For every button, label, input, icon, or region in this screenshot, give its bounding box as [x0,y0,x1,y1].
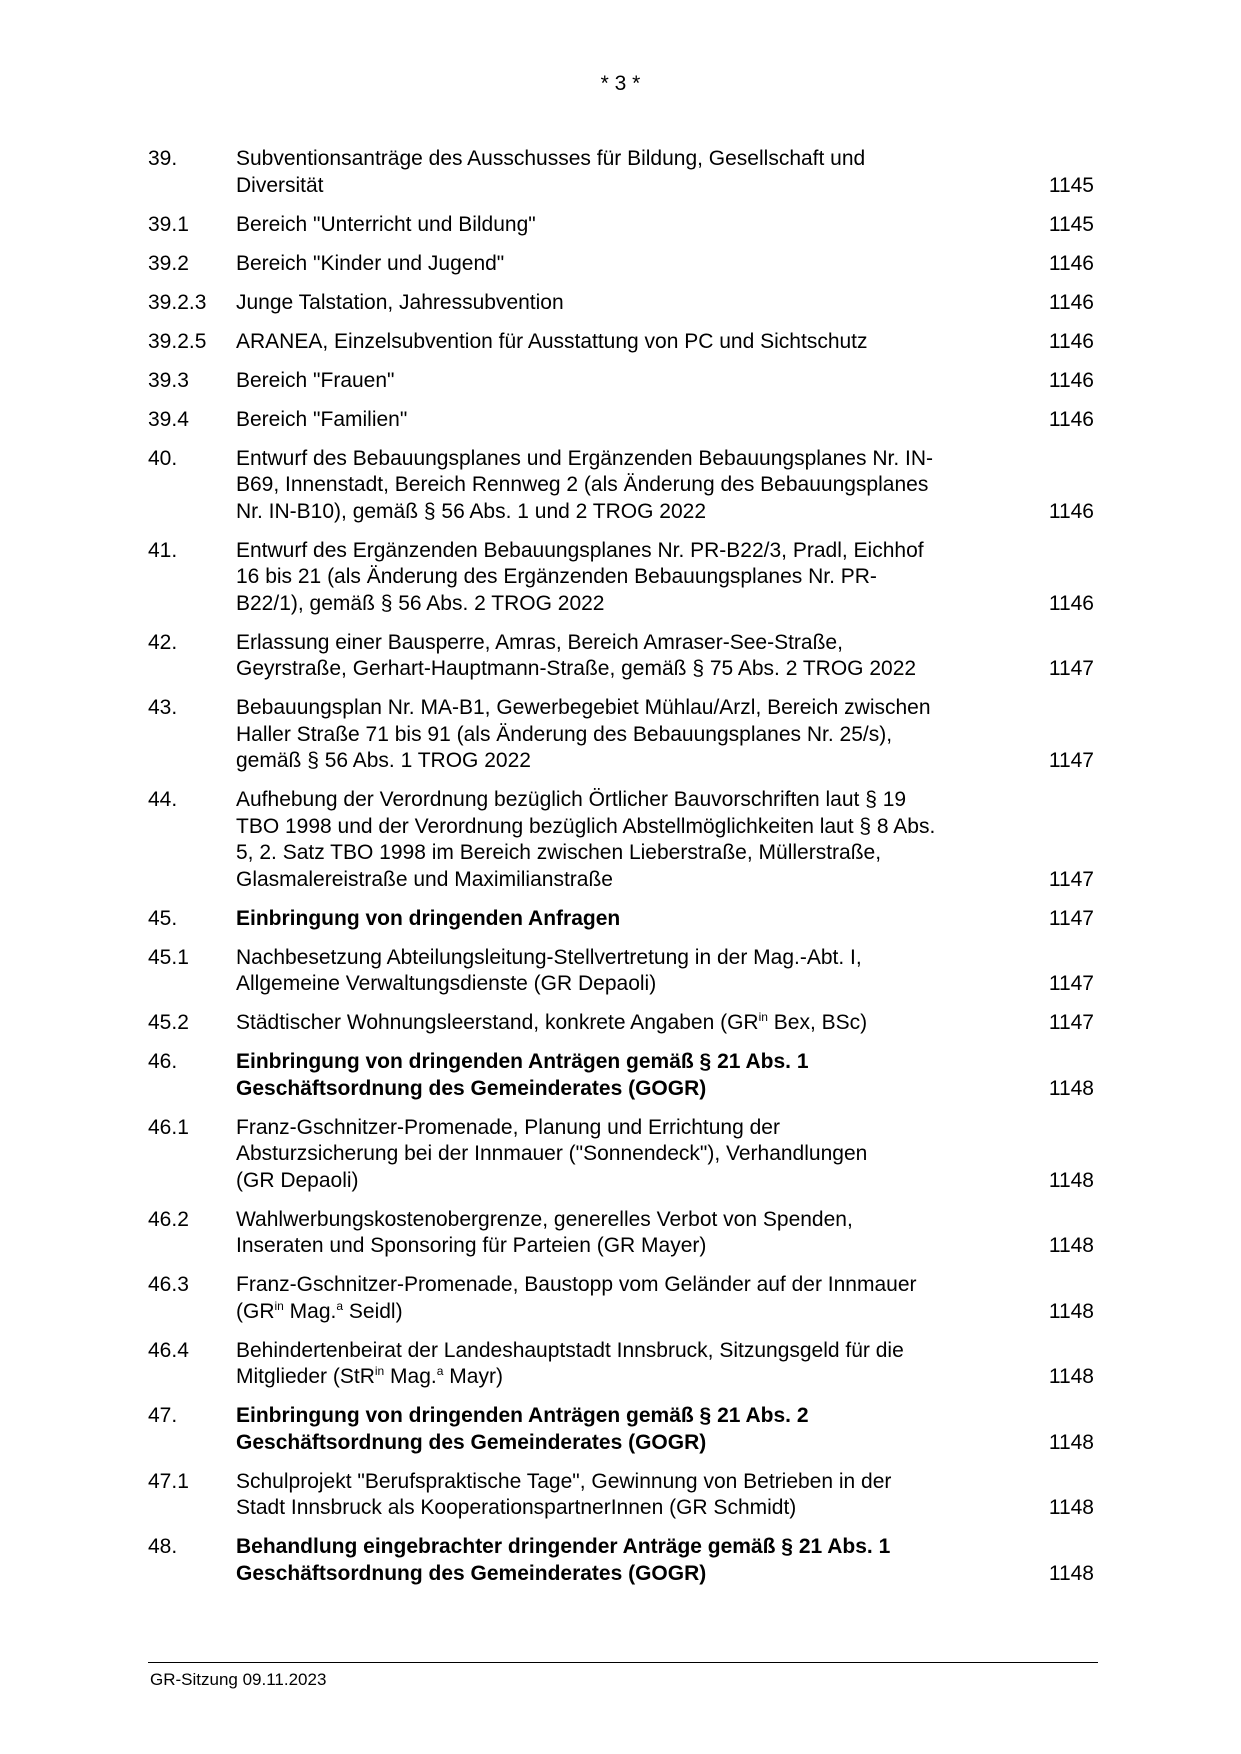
toc-entry-page: 1146 [1048,499,1094,523]
toc-entry [148,906,1098,933]
toc-entry-superscript: in [374,1364,385,1378]
toc-entry-title [236,1338,1016,1391]
toc-entry-number: 46.3 [148,1273,189,1296]
toc-entry-title [236,1272,1016,1325]
toc-entry-number: 45.2 [148,1011,189,1034]
toc-entry-title: Bereich "Kinder und Jugend" [236,251,505,275]
toc-entry-title: Subventionsanträge des Ausschusses für Bildung, Gesellschaft und Diversität [236,147,866,197]
toc-entry-number: 41. [148,538,178,562]
toc-entry-title: Bereich "Unterricht und Bildung" [236,212,536,236]
toc-entry-superscript: in [274,1298,284,1313]
toc-entry [148,446,1098,526]
toc-entry-number: 48. [148,1535,178,1558]
toc-entry-title: Nachbesetzung Abteilungsleitung-Stellvertretung in der Mag.-Abt. I, Allgemeine Verwaltungsdienste (GR Depaoli) [236,945,862,995]
toc-entry-number: 39.2.5 [148,329,207,353]
toc-entry-page: 1146 [1048,368,1094,392]
toc-entry-title-part: Mag. [283,1299,337,1323]
toc-entry-title: Einbringung von dringenden Anfragen [236,906,621,930]
toc-entry [148,212,1098,239]
toc-entry-title-part: Behindertenbeirat der Landeshauptstadt Innsbruck, Sitzungsgeld für die Mitglieder (StR [236,1338,904,1388]
toc-entry-title: Aufhebung der Verordnung bezüglich Örtlicher Bauvorschriften laut § 19 TBO 1998 und der Verordnung bezüglich Abstellmöglichkeiten laut § 8 Abs. 5, 2. Satz TBO 1998 im Bereich zwischen Lieberstraße, Müllerstraße, Glasmalereistraße und Maximilianstraße [236,788,936,891]
toc-entry-title-part: Bex, BSc) [767,1011,868,1034]
toc-entry [148,407,1098,434]
toc-entry-title-part: Mayr) [443,1365,503,1388]
toc-entry-page: 1146 [1048,329,1094,353]
toc-entry [148,1469,1098,1522]
toc-entry-title: Junge Talstation, Jahressubvention [236,290,564,314]
toc-entry-page: 1148 [1048,1299,1094,1323]
toc-entry-page: 1147 [1048,972,1094,995]
toc-entry-page: 1148 [1048,1234,1094,1257]
toc-entry [148,1207,1098,1260]
toc-entry-page: 1147 [1048,906,1094,930]
toc-entry-page: 1148 [1048,1365,1094,1388]
toc-entry-page: 1146 [1048,591,1094,615]
toc-entry-title: ARANEA, Einzelsubvention für Ausstattung von PC und Sichtschutz [236,329,868,353]
toc-entry-number: 43. [148,696,178,719]
footer-text: GR-Sitzung 09.11.2023 [150,1670,327,1689]
toc-entry [148,630,1098,683]
toc-entry-number: 46.1 [148,1115,189,1139]
footer-divider [148,1662,1098,1663]
toc-entry [148,1403,1098,1456]
toc-entry-page: 1145 [1048,212,1094,236]
toc-entry-superscript: a [336,1298,344,1313]
toc-entry [148,290,1098,317]
toc-entry-title: Entwurf des Ergänzenden Bebauungsplanes Nr. PR-B22/3, Pradl, Eichhof 16 bis 21 (als Änderung des Ergänzenden Bebauungsplanes Nr. PR- B22/1), gemäß § 56 Abs. 2 TROG 2022 [236,538,924,615]
toc-entry-page: 1148 [1048,1430,1094,1454]
toc-entry-superscript: a [436,1364,444,1378]
toc-entry [148,1115,1098,1195]
toc-entry-number: 39.1 [148,212,189,236]
toc-entry-number: 47. [148,1404,178,1427]
toc-entry-number: 46.4 [148,1338,189,1362]
toc-entry-title: Einbringung von dringenden Anträgen gemäß § 21 Abs. 2 Geschäftsordnung des Gemeinderates (GOGR) [236,1404,809,1454]
toc-entry-number: 39.3 [148,368,189,392]
toc-entry-number: 45. [148,906,178,930]
toc-entry-superscript: in [758,1010,768,1024]
toc-entry-title: Wahlwerbungskostenobergrenze, generelles Verbot von Spenden, Inseraten und Sponsoring für Parteien (GR Mayer) [236,1207,853,1257]
toc-entry-page: 1148 [1048,1496,1094,1519]
toc-entry-title: Bereich "Familien" [236,407,408,431]
toc-entry-page: 1147 [1048,749,1094,772]
toc-entry-page: 1146 [1048,407,1094,431]
toc-entry [148,368,1098,395]
toc-entry-page: 1146 [1048,251,1094,275]
toc-entry-title: Bereich "Frauen" [236,368,395,392]
toc-entry-title: Schulprojekt "Berufspraktische Tage", Gewinnung von Betrieben in der Stadt Innsbruck als KooperationspartnerInnen (GR Schmidt) [236,1469,892,1519]
toc-entry [148,1534,1098,1587]
toc-entry-page: 1147 [1048,1011,1094,1034]
toc-entry [148,538,1098,618]
toc-entry [148,787,1098,893]
toc-entry-number: 39.4 [148,407,189,431]
toc-entry [148,1338,1098,1391]
toc-entry [148,251,1098,278]
toc-entry-page: 1148 [1048,1561,1094,1585]
toc-entry-number: 45.1 [148,945,189,969]
toc-entry [148,945,1098,998]
toc-entry [148,1272,1098,1325]
toc-entry-title-part: Seidl) [343,1299,403,1323]
toc-entry-number: 46. [148,1050,178,1073]
toc-entry [148,695,1098,775]
toc-entry [148,146,1098,199]
toc-entry-title: Einbringung von dringenden Anträgen gemäß § 21 Abs. 1 Geschäftsordnung des Gemeinderates (GOGR) [236,1050,809,1100]
page-number-header: * 3 * [600,72,641,95]
toc-entry-page: 1147 [1048,657,1094,680]
toc-entry-title [236,1010,1016,1037]
toc-entry [148,1010,1098,1037]
toc-entry-number: 40. [148,446,178,470]
toc-entry [148,329,1098,356]
toc-entry-number: 39.2.3 [148,290,207,314]
toc-entry-title: Franz-Gschnitzer-Promenade, Planung und Errichtung der Absturzsicherung bei der Innmauer ("Sonnendeck"), Verhandlungen (GR Depaoli) [236,1115,868,1192]
toc-entry-number: 44. [148,788,178,811]
toc-entry-number: 46.2 [148,1207,189,1231]
toc-entry-title: Erlassung einer Bausperre, Amras, Bereich Amraser-See-Straße, Geyrstraße, Gerhart-Hauptmann-Straße, gemäß § 75 Abs. 2 TROG 2022 [236,630,917,680]
toc-entry-title-part: Mag. [384,1365,437,1388]
toc-entry-page: 1146 [1048,290,1094,314]
toc-entry-page: 1148 [1048,1076,1094,1100]
toc-entry-number: 42. [148,630,178,654]
toc-entry-number: 47.1 [148,1469,189,1493]
toc-entry-title: Behandlung eingebrachter dringender Anträge gemäß § 21 Abs. 1 Geschäftsordnung des Gemeinderates (GOGR) [236,1535,891,1585]
toc-entry-page: 1145 [1048,173,1094,197]
toc-entry-page: 1148 [1048,1168,1094,1192]
toc-entry-page: 1147 [1048,867,1094,891]
toc-entry-title: Entwurf des Bebauungsplanes und Ergänzenden Bebauungsplanes Nr. IN- B69, Innenstadt, Bereich Rennweg 2 (als Änderung des Bebauungsplanes Nr. IN-B10), gemäß § 56 Abs. 1 und 2 TROG 2022 [236,446,933,523]
toc-entry-number: 39.2 [148,251,189,275]
toc-entry-number: 39. [148,147,178,170]
toc-entry-title: Bebauungsplan Nr. MA-B1, Gewerbegebiet Mühlau/Arzl, Bereich zwischen Haller Straße 71 bis 91 (als Änderung des Bebauungsplanes Nr. 25/s), gemäß § 56 Abs. 1 TROG 2022 [236,696,931,772]
table-of-contents [148,146,1098,1600]
toc-entry [148,1049,1098,1102]
toc-entry-title-part: Franz-Gschnitzer-Promenade, Baustopp vom Geländer auf der Innmauer (GR [236,1273,917,1323]
toc-entry-title-part: Städtischer Wohnungsleerstand, konkrete Angaben (GR [236,1011,759,1034]
